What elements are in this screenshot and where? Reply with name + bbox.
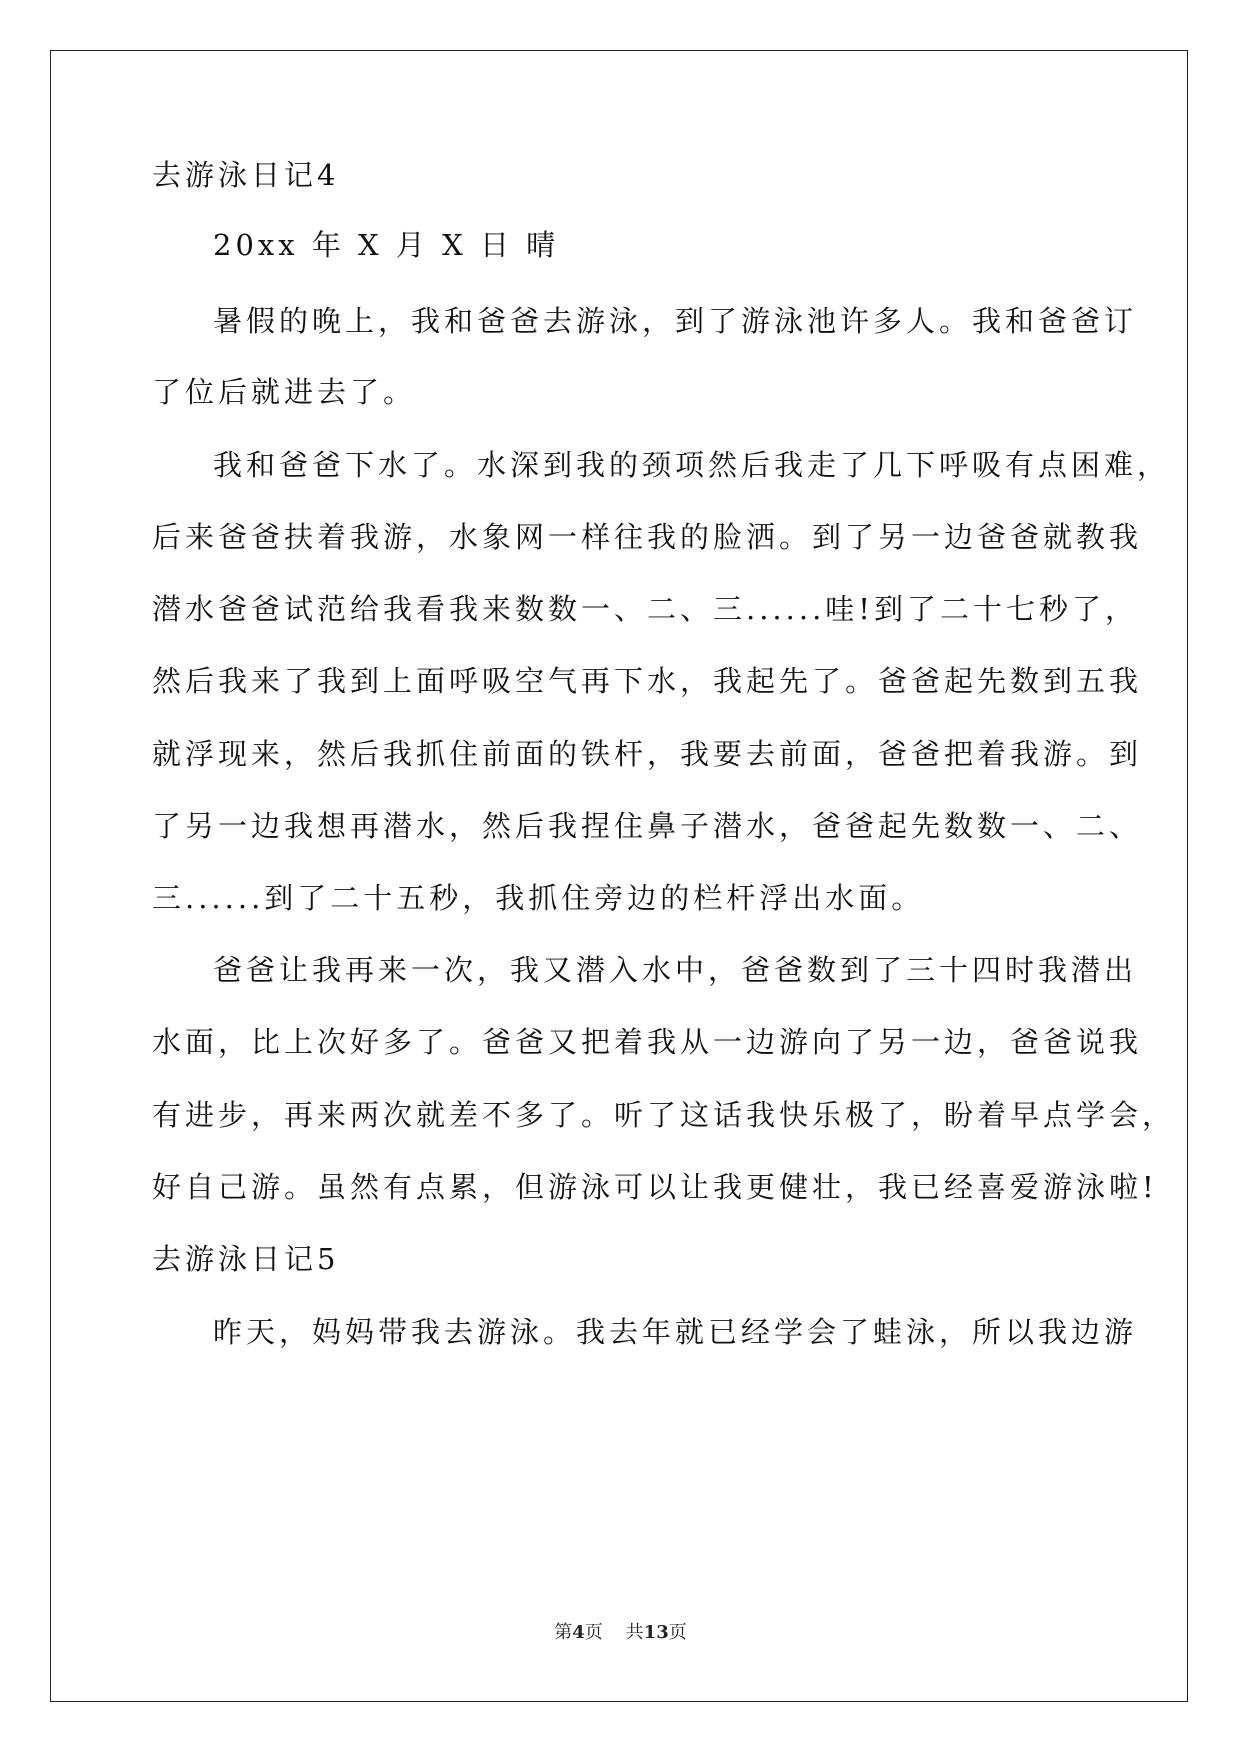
heading-diary-5: 去游泳日记5	[152, 1242, 340, 1276]
page-footer	[0, 1621, 1241, 1645]
paragraph-line: 水面，比上次好多了。爸爸又把着我从一边游向了另一边，爸爸说我	[152, 1025, 1143, 1059]
paragraph-line: 后来爸爸扶着我游，水象网一样往我的脸洒。到了另一边爸爸就教我	[152, 520, 1143, 554]
heading-diary-4: 去游泳日记4	[152, 158, 340, 192]
total-unit: 页	[668, 1622, 687, 1643]
paragraph-line: 了另一边我想再潜水，然后我捏住鼻子潜水，爸爸起先数数一、二、	[152, 809, 1143, 843]
paragraph-line: 了位后就进去了。	[152, 375, 417, 409]
page-prefix: 第	[554, 1622, 573, 1643]
paragraph-line: 爸爸让我再来一次，我又潜入水中，爸爸数到了三十四时我潜出	[213, 953, 1138, 987]
paragraph-line: 昨天，妈妈带我去游泳。我去年就已经学会了蛙泳，所以我边游	[213, 1315, 1138, 1349]
page-border	[50, 50, 1188, 1702]
date-weather-line: 20xx 年 X 月 X 日 晴	[213, 228, 560, 262]
paragraph-line: 好自己游。虽然有点累，但游泳可以让我更健壮，我已经喜爱游泳啦!	[152, 1170, 1158, 1204]
page-unit: 页	[584, 1622, 603, 1643]
paragraph-line: 暑假的晚上，我和爸爸去游泳，到了游泳池许多人。我和爸爸订	[213, 304, 1138, 338]
paragraph-line: 然后我来了我到上面呼吸空气再下水，我起先了。爸爸起先数到五我	[152, 664, 1143, 698]
paragraph-line: 潜水爸爸试范给我看我来数数一、二、三......哇!到了二十七秒了，	[152, 592, 1138, 626]
paragraph-line: 有进步，再来两次就差不多了。听了这话我快乐极了，盼着早点学会，	[152, 1098, 1176, 1132]
total-prefix: 共	[625, 1622, 644, 1643]
paragraph-line: 我和爸爸下水了。水深到我的颈项然后我走了几下呼吸有点困难，	[213, 448, 1171, 482]
paragraph-line: 就浮现来，然后我抓住前面的铁杆，我要去前面，爸爸把着我游。到	[152, 737, 1143, 771]
page-total: 13	[643, 1622, 669, 1643]
page-current: 4	[572, 1622, 585, 1643]
paragraph-line: 三......到了二十五秒，我抓住旁边的栏杆浮出水面。	[152, 881, 925, 915]
